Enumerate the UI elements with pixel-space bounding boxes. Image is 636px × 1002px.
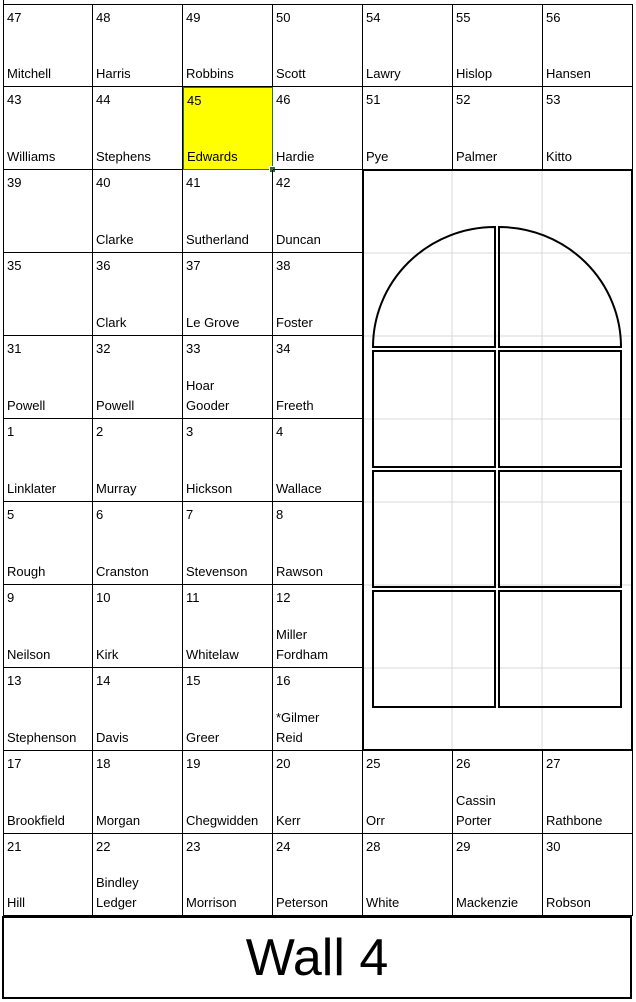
seat-number: 11 — [186, 590, 200, 605]
seat-cell[interactable] — [4, 751, 93, 834]
seat-name: Miller — [276, 627, 308, 642]
seat-number: 17 — [7, 756, 22, 771]
seat-cell[interactable] — [273, 585, 363, 668]
seat-names — [7, 479, 56, 499]
seat-cell[interactable] — [4, 668, 93, 751]
seat-cell[interactable] — [543, 87, 633, 170]
seat-cell[interactable] — [183, 502, 273, 585]
seat-name: Peterson — [276, 895, 329, 910]
seat-names — [96, 562, 149, 582]
seat-names — [186, 313, 239, 333]
seat-name: Morrison — [186, 895, 237, 910]
seat-names — [276, 396, 314, 416]
seat-names — [456, 791, 496, 831]
seat-number: 5 — [7, 507, 15, 522]
seat-name: Davis — [96, 730, 129, 745]
seat-name: Cassin — [456, 793, 496, 808]
seat-names — [7, 728, 76, 748]
seat-number: 15 — [186, 673, 201, 688]
seat-name: Hansen — [546, 66, 591, 81]
seat-cell[interactable] — [93, 253, 183, 336]
seat-names — [546, 147, 572, 167]
seat-cell[interactable] — [273, 5, 363, 87]
seat-names — [366, 893, 399, 913]
seat-names — [7, 147, 55, 167]
seat-name: Kerr — [276, 813, 301, 828]
seat-name: Chegwidden — [186, 813, 259, 828]
seat-names — [7, 562, 45, 582]
seat-cell[interactable] — [93, 5, 183, 87]
seat-number: 7 — [186, 507, 194, 522]
seat-name: Gooder — [186, 398, 230, 413]
seat-cell[interactable] — [363, 834, 453, 916]
seat-number: 44 — [96, 92, 111, 107]
seat-number: 51 — [366, 92, 381, 107]
seat-number: 29 — [456, 839, 471, 854]
seat-number: 33 — [186, 341, 201, 356]
seat-number: 47 — [7, 10, 22, 25]
seat-name: Harris — [96, 66, 131, 81]
seat-number: 24 — [276, 839, 291, 854]
seat-number: 31 — [7, 341, 22, 356]
seat-cell[interactable] — [183, 253, 273, 336]
seat-cell[interactable] — [93, 336, 183, 419]
seat-names — [186, 645, 239, 665]
seat-number: 28 — [366, 839, 381, 854]
seat-name: Le Grove — [186, 315, 240, 330]
seat-names — [96, 873, 139, 913]
seat-name: Pye — [366, 149, 389, 164]
seat-number: 12 — [276, 590, 291, 605]
seat-cell[interactable] — [273, 87, 363, 170]
seat-cell[interactable] — [93, 585, 183, 668]
seat-number: 16 — [276, 673, 291, 688]
seat-cell[interactable] — [273, 253, 363, 336]
seat-names — [366, 64, 401, 84]
seat-name: Bindley — [96, 875, 139, 890]
seat-name: Hill — [7, 895, 26, 910]
seat-names — [186, 376, 229, 416]
seat-name: Kitto — [546, 149, 573, 164]
seat-cell[interactable] — [273, 668, 363, 751]
arched-window-icon — [364, 171, 631, 749]
seat-name: Stephenson — [7, 730, 77, 745]
seat-name: Neilson — [7, 647, 51, 662]
seat-names — [96, 230, 134, 250]
seat-cell[interactable] — [4, 419, 93, 502]
seat-number: 3 — [186, 424, 194, 439]
seat-number: 55 — [456, 10, 471, 25]
seat-number: 56 — [546, 10, 561, 25]
seat-number: 54 — [366, 10, 381, 25]
seat-cell[interactable] — [273, 751, 363, 834]
seat-number: 20 — [276, 756, 291, 771]
seat-number: 22 — [96, 839, 111, 854]
seat-cell[interactable] — [183, 419, 273, 502]
seat-number: 39 — [7, 175, 22, 190]
seat-cell[interactable] — [183, 668, 273, 751]
seat-names — [546, 893, 591, 913]
seat-cell[interactable] — [93, 751, 183, 834]
seat-names — [96, 147, 151, 167]
seat-names — [186, 728, 219, 748]
seat-names — [276, 625, 328, 665]
seat-number: 26 — [456, 756, 471, 771]
seat-cell[interactable] — [4, 585, 93, 668]
seat-number: 43 — [7, 92, 22, 107]
seat-name: Greer — [186, 730, 220, 745]
seat-number: 8 — [276, 507, 284, 522]
seat-name: Mitchell — [7, 66, 52, 81]
seat-names — [186, 230, 249, 250]
seat-number: 41 — [186, 175, 201, 190]
seat-number: 49 — [186, 10, 201, 25]
seat-names — [96, 811, 140, 831]
seat-names — [186, 562, 247, 582]
seat-cell[interactable] — [273, 170, 363, 253]
window-area — [362, 169, 633, 751]
seat-number: 1 — [7, 424, 15, 439]
seat-names — [187, 147, 238, 167]
seat-number: 40 — [96, 175, 111, 190]
seat-names — [546, 811, 602, 831]
seat-names — [276, 708, 319, 748]
seat-name: Foster — [276, 315, 313, 330]
seat-name: Scott — [276, 66, 306, 81]
seat-name: Hardie — [276, 149, 315, 164]
seat-names — [96, 396, 134, 416]
seat-cell[interactable] — [4, 253, 93, 336]
seat-number: 48 — [96, 10, 111, 25]
seat-number: 13 — [7, 673, 22, 688]
seat-name: Hoar — [186, 378, 215, 393]
seat-name: Rathbone — [546, 813, 603, 828]
seat-number: 36 — [96, 258, 111, 273]
seat-number: 23 — [186, 839, 201, 854]
seat-name: Clark — [96, 315, 127, 330]
seat-number: 18 — [96, 756, 111, 771]
seat-name: Rough — [7, 564, 46, 579]
seat-number: 52 — [456, 92, 471, 107]
seat-name: Freeth — [276, 398, 314, 413]
seat-cell[interactable] — [93, 419, 183, 502]
seat-cell[interactable] — [363, 87, 453, 170]
seat-name: Fordham — [276, 647, 329, 662]
seat-name: Kirk — [96, 647, 119, 662]
seat-names — [96, 64, 131, 84]
seat-cell[interactable] — [93, 87, 183, 170]
seat-name: Powell — [96, 398, 135, 413]
seat-name: Orr — [366, 813, 385, 828]
seat-name: Clarke — [96, 232, 134, 247]
seat-name: Rawson — [276, 564, 323, 579]
seat-names — [276, 479, 322, 499]
seat-cell[interactable] — [183, 336, 273, 419]
seat-name: Lawry — [366, 66, 401, 81]
seat-cell[interactable] — [543, 834, 633, 916]
seat-names — [276, 562, 323, 582]
seat-names — [276, 230, 321, 250]
seat-number: 38 — [276, 258, 291, 273]
seat-name: Robson — [546, 895, 591, 910]
seat-number: 53 — [546, 92, 561, 107]
seat-number: 19 — [186, 756, 201, 771]
seat-names — [276, 147, 314, 167]
seat-name: Duncan — [276, 232, 321, 247]
seat-number: 35 — [7, 258, 22, 273]
seat-name: Whitelaw — [186, 647, 239, 662]
seat-cell[interactable] — [4, 336, 93, 419]
seat-name: Stevenson — [186, 564, 248, 579]
seat-cell[interactable] — [93, 668, 183, 751]
seat-names — [7, 64, 51, 84]
seat-cell[interactable] — [273, 834, 363, 916]
seat-name: White — [366, 895, 400, 910]
seat-name: Sutherland — [186, 232, 249, 247]
seat-names — [186, 64, 234, 84]
seat-cell[interactable] — [4, 87, 93, 170]
seat-cell[interactable] — [183, 5, 273, 87]
seat-cell[interactable] — [183, 87, 273, 170]
seat-cell[interactable] — [183, 751, 273, 834]
seat-number: 2 — [96, 424, 104, 439]
seat-names — [186, 479, 232, 499]
seat-name: Palmer — [456, 149, 498, 164]
seat-name: Linklater — [7, 481, 57, 496]
seat-number: 34 — [276, 341, 291, 356]
seat-name: Murray — [96, 481, 137, 496]
seat-names — [96, 313, 126, 333]
seat-cell[interactable] — [273, 502, 363, 585]
seat-number: 25 — [366, 756, 381, 771]
seat-name: Mackenzie — [456, 895, 519, 910]
seat-names — [366, 811, 385, 831]
seat-name: Porter — [456, 813, 492, 828]
seat-number: 46 — [276, 92, 291, 107]
seat-number: 9 — [7, 590, 15, 605]
seat-cell[interactable] — [93, 502, 183, 585]
seat-names — [276, 64, 306, 84]
seat-name: Cranston — [96, 564, 149, 579]
seat-names — [7, 645, 50, 665]
seat-names — [96, 479, 136, 499]
seat-names — [96, 728, 129, 748]
seat-cell[interactable] — [4, 170, 93, 253]
seat-cell[interactable] — [453, 751, 543, 834]
seat-name: Williams — [7, 149, 56, 164]
seat-names — [276, 313, 313, 333]
seat-cell[interactable] — [273, 336, 363, 419]
seat-number: 6 — [96, 507, 104, 522]
seat-name: Stephens — [96, 149, 151, 164]
seat-cell[interactable] — [183, 585, 273, 668]
seat-names — [7, 396, 45, 416]
seat-cell[interactable] — [543, 5, 633, 87]
seat-number: 37 — [186, 258, 201, 273]
seat-name: Robbins — [186, 66, 234, 81]
seat-name: Hislop — [456, 66, 493, 81]
seat-cell[interactable] — [183, 170, 273, 253]
seat-name: Powell — [7, 398, 46, 413]
seat-names — [366, 147, 388, 167]
seat-number: 42 — [276, 175, 291, 190]
seat-name: *Gilmer — [276, 710, 320, 725]
seat-cell[interactable] — [453, 834, 543, 916]
seat-name: Reid — [276, 730, 303, 745]
wall-label: Wall 4 — [2, 916, 632, 999]
seat-cell[interactable] — [363, 751, 453, 834]
seat-names — [546, 64, 591, 84]
seat-name: Brookfield — [7, 813, 65, 828]
seat-name: Ledger — [96, 895, 137, 910]
seat-cell[interactable] — [453, 87, 543, 170]
seat-number: 50 — [276, 10, 291, 25]
seat-cell[interactable] — [4, 5, 93, 87]
seat-cell[interactable] — [93, 834, 183, 916]
seat-number: 45 — [187, 93, 202, 108]
seat-cell[interactable] — [4, 502, 93, 585]
seat-cell[interactable] — [453, 5, 543, 87]
seat-cell[interactable] — [273, 419, 363, 502]
seat-names — [456, 64, 492, 84]
seat-number: 4 — [276, 424, 284, 439]
seat-number: 32 — [96, 341, 111, 356]
seat-names — [96, 645, 118, 665]
seat-name: Wallace — [276, 481, 322, 496]
seat-cell[interactable] — [93, 170, 183, 253]
seat-name: Edwards — [187, 149, 238, 164]
seat-number: 10 — [96, 590, 111, 605]
seat-names — [456, 147, 497, 167]
seat-names — [7, 893, 25, 913]
seat-name: Morgan — [96, 813, 141, 828]
seat-cell[interactable] — [543, 751, 633, 834]
seat-names — [276, 893, 328, 913]
seat-number: 14 — [96, 673, 111, 688]
seat-cell[interactable] — [363, 5, 453, 87]
seat-names — [7, 811, 65, 831]
seat-number: 27 — [546, 756, 561, 771]
seat-number: 21 — [7, 839, 22, 854]
seat-cell[interactable] — [4, 834, 93, 916]
seat-names — [276, 811, 301, 831]
seat-cell[interactable] — [183, 834, 273, 916]
seat-names — [456, 893, 518, 913]
seat-number: 30 — [546, 839, 561, 854]
seat-name: Hickson — [186, 481, 233, 496]
seat-names — [186, 811, 258, 831]
seat-names — [186, 893, 237, 913]
